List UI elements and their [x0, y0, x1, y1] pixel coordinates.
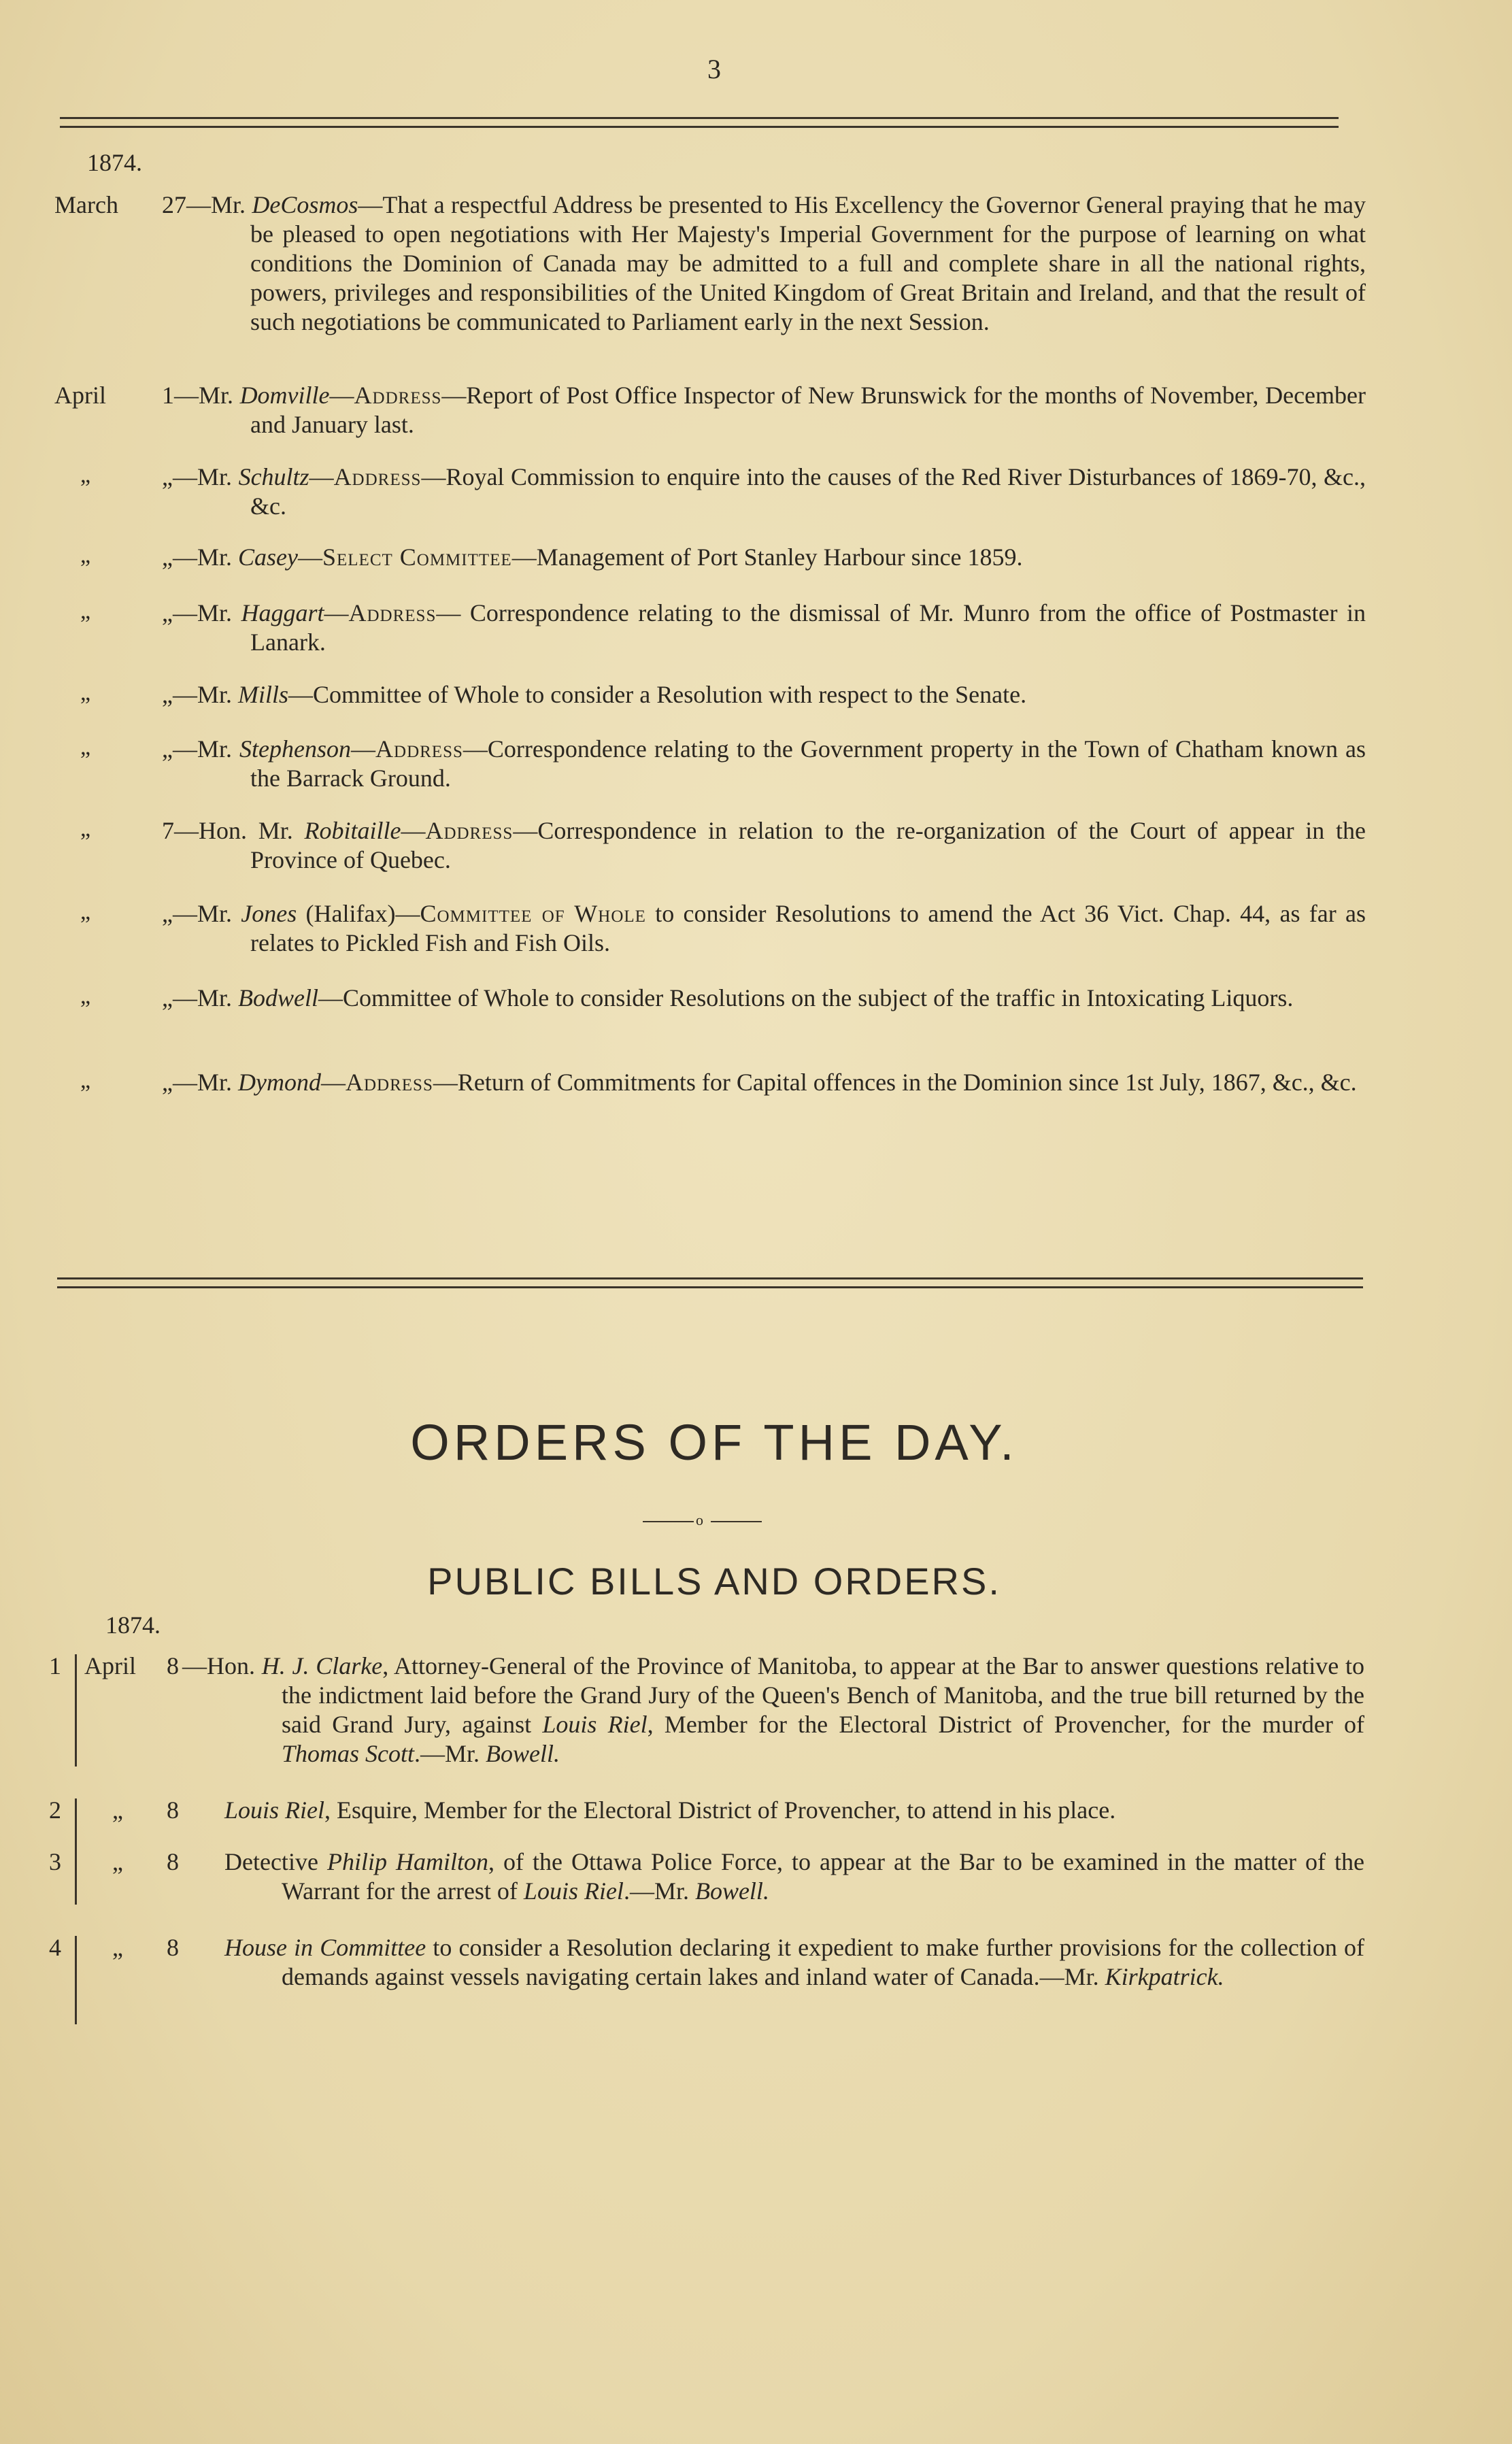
motion-month: „ — [80, 899, 91, 924]
motion-text: Committee of Whole to consider Resolutions on the subject of the traffic in Intoxicating Liquors. — [342, 984, 1294, 1011]
order-margin-bar — [75, 1798, 77, 1853]
motion-month: March — [54, 191, 118, 218]
order-entry: Detective Philip Hamilton, of the Ottawa Police Force, to appear at the Bar to be examined in the matter of the Warrant for the arrest of Louis Riel.—Mr. Bowell. — [224, 1848, 1365, 1905]
motion-month: „ — [80, 984, 91, 1009]
order-entry: House in Committee to consider a Resolution declaring it expedient to make further provisions for the collection of demands against vessels navigating certain lakes and inland water of Canada.—Mr. Kirkpatrick. — [224, 1934, 1364, 1990]
motion-month: „ — [80, 816, 91, 841]
motion-kind: Address — [354, 382, 442, 409]
order-margin-bar — [75, 1936, 77, 2024]
motion-lead: „—Mr. — [162, 735, 240, 763]
motion-entry — [162, 735, 1366, 793]
motion-kind: Select Committee — [322, 543, 512, 571]
motion-member: Domville — [239, 382, 330, 409]
motion-text: — Correspondence relating to the dismissal of Mr. Munro from the office of Postmaster in Lanark. — [250, 599, 1366, 656]
motion-sep: — — [320, 1069, 346, 1096]
separator-ornament: o — [696, 1511, 703, 1528]
motion-sep: — — [318, 984, 343, 1011]
motion-lead: 27—Mr. — [162, 191, 252, 218]
motion-sep: — — [358, 191, 383, 218]
motion-member: DeCosmos — [252, 191, 358, 218]
page-number: 3 — [707, 54, 721, 84]
motion-text: That a respectful Address be presented to His Excellency the Governor General praying that he may be pleased to open negotiations with Her Majesty's Imperial Government for the purpose of learning on what conditions the Dominion of Canada may be admitted to a full and complete share in all the national rights, powers, privileges and responsibilities of the United Kingdom of Great Britain and Ireland, and that the result of such negotiations be communicated to Parliament early in the next Session. — [250, 191, 1366, 335]
motions-year: 1874. — [87, 149, 142, 176]
motion-member: Jones — [241, 900, 297, 927]
motion-sep: — — [297, 543, 322, 571]
motion-member: Dymond — [238, 1069, 321, 1096]
motion-kind: Address — [425, 817, 514, 844]
order-month: „ — [112, 1934, 123, 1961]
motion-entry — [162, 190, 1366, 337]
motion-member: Mills — [238, 681, 289, 708]
order-number: 4 — [49, 1934, 61, 1961]
motion-member: Casey — [238, 543, 298, 571]
motion-sep: (Halifax)— — [297, 900, 420, 927]
motion-lead: 7—Hon. Mr. — [162, 817, 305, 844]
motion-entry — [162, 680, 1366, 709]
motion-entry — [162, 381, 1366, 439]
orders-of-the-day-title: ORDERS OF THE DAY. — [410, 1414, 1018, 1471]
motion-entry — [162, 984, 1366, 1013]
motion-lead: 1—Mr. — [162, 382, 240, 409]
motion-month: „ — [80, 1068, 91, 1093]
motion-kind: Address — [375, 735, 463, 763]
motion-sep: — — [401, 817, 426, 844]
order-number: 2 — [49, 1796, 61, 1824]
public-bills-subtitle: PUBLIC BILLS AND ORDERS. — [427, 1560, 1001, 1603]
title-separator — [643, 1511, 762, 1528]
motion-month: „ — [80, 599, 91, 624]
order-number: 3 — [49, 1848, 61, 1875]
motion-sep: — — [329, 382, 354, 409]
motion-sep: — — [288, 681, 314, 708]
order-day: 8 — [167, 1652, 179, 1679]
motion-member: Bodwell — [238, 984, 318, 1011]
motion-month: „ — [80, 543, 91, 568]
motion-text: —Management of Port Stanley Harbour since 1859. — [511, 543, 1023, 571]
order-month: „ — [112, 1796, 123, 1824]
motion-text: —Report of Post Office Inspector of New Brunswick for the months of November, December and January last. — [250, 382, 1366, 438]
orders-year: 1874. — [105, 1611, 161, 1639]
motion-month: April — [54, 382, 106, 409]
motion-kind: Address — [345, 1069, 433, 1096]
motion-member: Schultz — [238, 463, 309, 490]
motion-lead: „—Mr. — [162, 599, 241, 626]
motion-entry — [162, 599, 1366, 657]
order-entry: Louis Riel, Esquire, Member for the Electoral District of Provencher, to attend in his place. — [224, 1796, 1116, 1824]
top-rule — [60, 117, 1339, 128]
order-day: 8 — [167, 1796, 179, 1824]
motion-text: Committee of Whole to consider a Resolution with respect to the Senate. — [313, 681, 1027, 708]
motion-sep: — — [324, 599, 349, 626]
motion-member: Haggart — [241, 599, 324, 626]
motion-lead: „—Mr. — [162, 543, 238, 571]
motion-text: —Correspondence in relation to the re-organization of the Court of appear in the Province of Quebec. — [250, 817, 1366, 873]
motion-text: —Correspondence relating to the Government property in the Town of Chatham known as the Barrack Ground. — [250, 735, 1366, 792]
motion-entry — [162, 899, 1366, 958]
motion-month: „ — [80, 463, 91, 488]
order-day: 8 — [167, 1848, 179, 1875]
motion-kind: Address — [333, 463, 422, 490]
motion-sep: — — [351, 735, 376, 763]
motion-member: Stephenson — [239, 735, 352, 763]
order-month: „ — [112, 1848, 123, 1875]
motion-text: to consider Resolutions to amend the Act 36 Vict. Chap. 44, as far as relates to Pickled Fish and Fish Oils. — [250, 900, 1366, 956]
motion-text: —Return of Commitments for Capital offences in the Dominion since 1st July, 1867, &c., &c. — [433, 1069, 1357, 1096]
motion-month: „ — [80, 680, 91, 705]
order-entry: —Hon. H. J. Clarke, Attorney-General of the Province of Manitoba, to appear at the Bar to answer questions relative to the indictment laid before the Grand Jury of the Queen's Bench of Manitoba, and the true bill returned by the said Grand Jury, against Louis Riel, Member for the Electoral District of Provencher, for the murder of Thomas Scott.—Mr. Bowell. — [182, 1652, 1364, 1767]
motion-entry — [162, 543, 1366, 572]
order-day: 8 — [167, 1934, 179, 1961]
motion-kind: Address — [348, 599, 437, 626]
motion-lead: „—Mr. — [162, 1069, 238, 1096]
motion-lead: „—Mr. — [162, 900, 241, 927]
motion-lead: „—Mr. — [162, 463, 239, 490]
motion-entry — [162, 463, 1366, 521]
motion-entry — [162, 816, 1366, 875]
motion-month: „ — [80, 735, 91, 760]
motion-lead: „—Mr. — [162, 984, 238, 1011]
order-number: 1 — [49, 1652, 61, 1679]
motion-member: Robitaille — [304, 817, 401, 844]
motion-text: —Royal Commission to enquire into the causes of the Red River Disturbances of 1869-70, &c., &c. — [250, 463, 1366, 520]
motion-entry — [162, 1068, 1366, 1097]
order-margin-bar — [75, 1654, 77, 1767]
middle-rule — [57, 1277, 1363, 1288]
motion-lead: „—Mr. — [162, 681, 238, 708]
order-margin-bar — [75, 1850, 77, 1905]
order-month: April — [84, 1652, 136, 1679]
motion-kind: Committee of Whole — [420, 900, 646, 927]
motion-sep: — — [309, 463, 334, 490]
